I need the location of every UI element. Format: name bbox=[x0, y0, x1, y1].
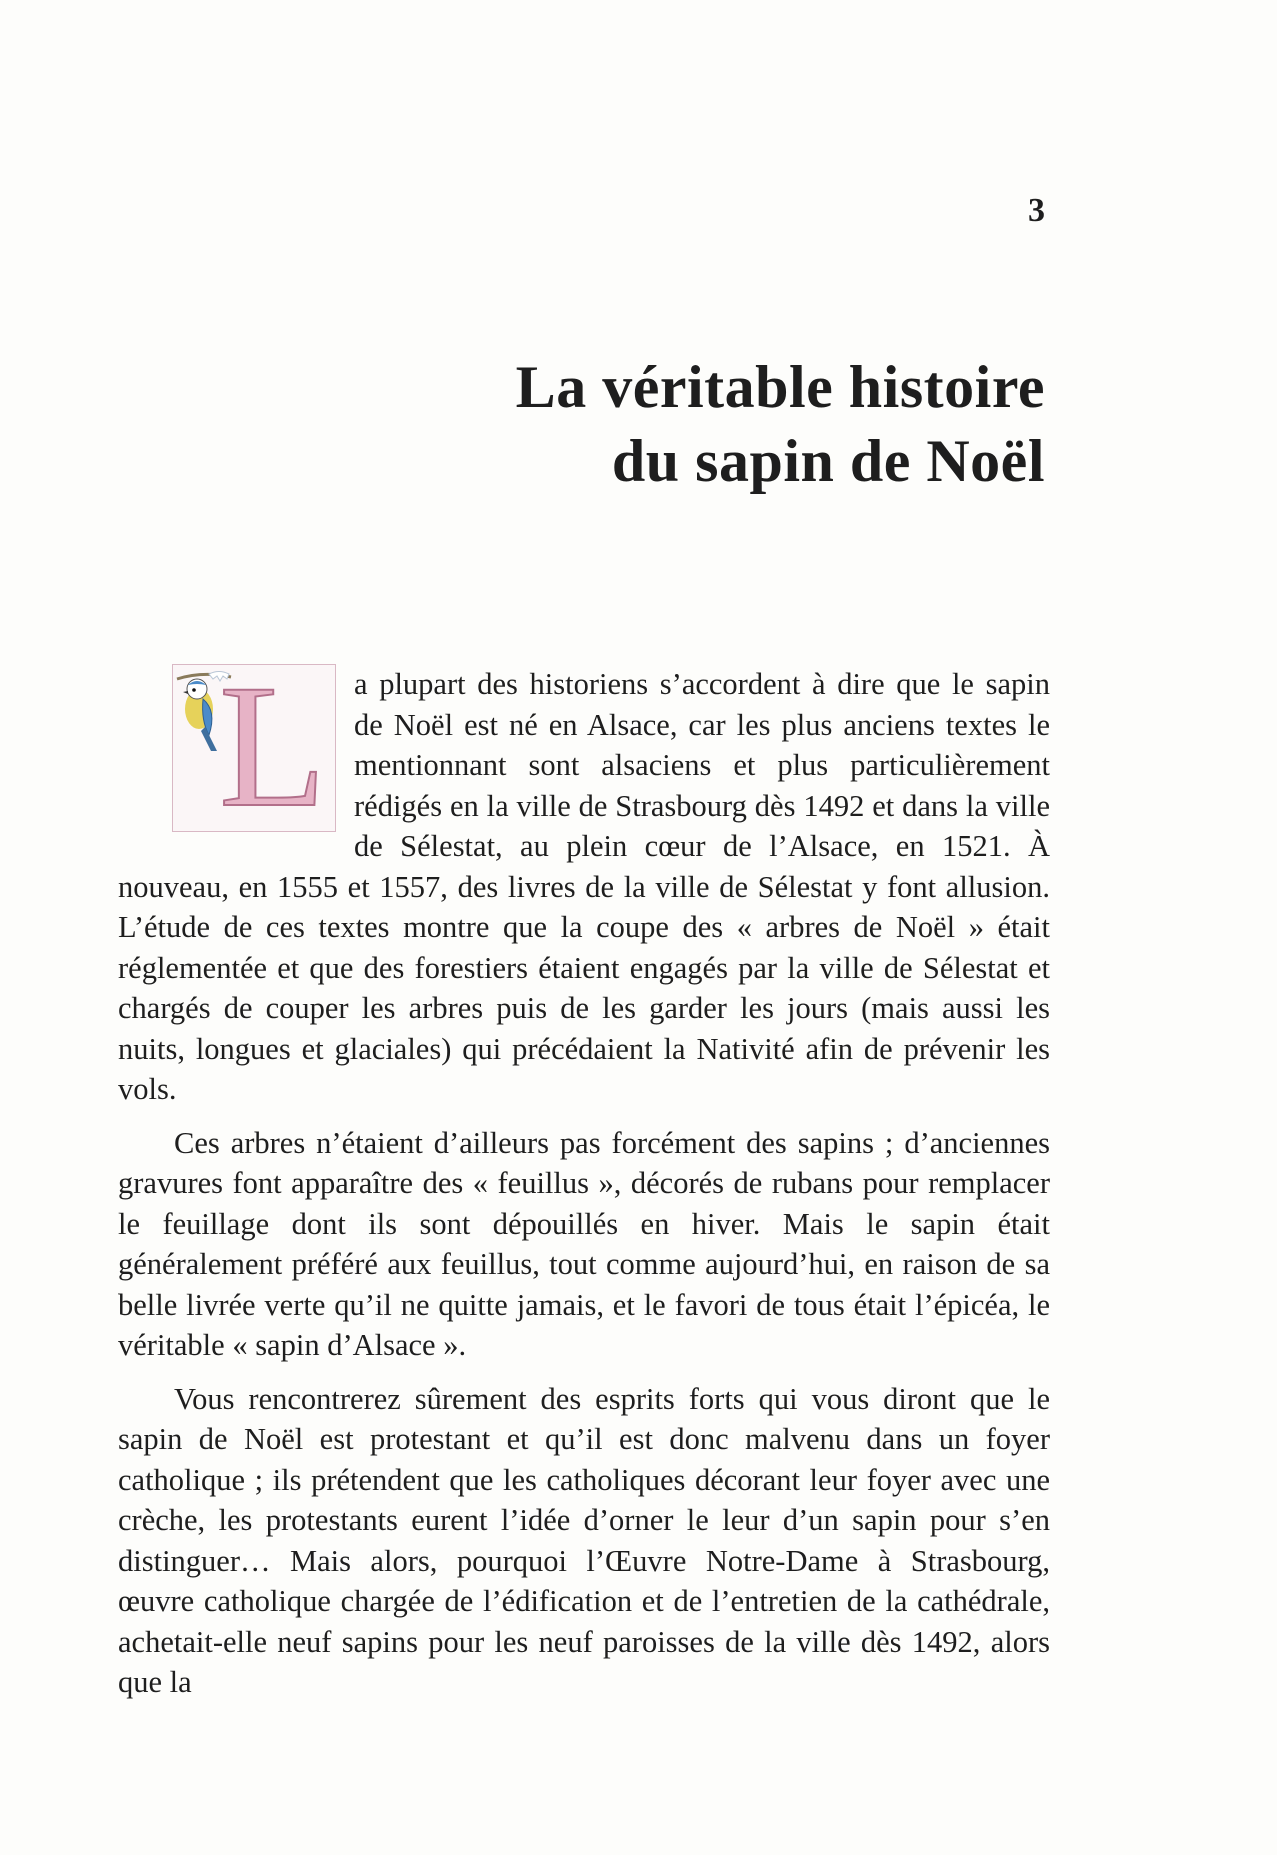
page-number: 3 bbox=[1028, 192, 1045, 229]
chapter-title-line-2: du sapin de Noël bbox=[611, 428, 1045, 494]
drop-cap bbox=[172, 649, 336, 844]
drop-cap-letter: L bbox=[219, 649, 327, 844]
paragraph-2: Ces arbres n’étaient d’ailleurs pas forcément des sapins ; d’anciennes gravures font apparaître des « feuillus », décorés de rubans pour remplacer le feuillage dont ils sont dépouillés en hiver. Mais le sapin était généralement préféré aux feuillus, tout comme aujourd’hui, en raison de sa belle livrée verte qu’il ne quitte jamais, et le favori de tous était l’épicéa, le véritable « sapin d’Alsace ». bbox=[118, 1125, 1050, 1362]
paragraph-1 bbox=[118, 649, 1050, 1110]
chapter-title bbox=[516, 350, 1045, 498]
paragraph-3: Vous rencontrerez sûrement des esprits forts qui vous diront que le sapin de Noël est protestant et qu’il est donc malvenu dans un foyer catholique ; ils prétendent que les catholiques décorant leur foyer avec une crèche, les protestants eurent l’idée d’orner le leur d’un sapin pour s’en distinguer… Mais alors, pourquoi l’Œuvre Notre-Dame à Strasbourg, œuvre catholique chargée de l’édification et de l’entretien de la cathédrale, achetait-elle neuf sapins pour les neuf paroisses de la ville dès 1492, alors que la bbox=[118, 1381, 1050, 1699]
chapter-title-line-1: La véritable histoire bbox=[515, 354, 1045, 420]
paragraph-1-text: a plupart des historiens s’accordent à dire que le sapin de Noël est né en Alsace, car les plus anciens textes le mentionnant sont alsaciens et plus particulièrement rédigés en la ville de Strasbourg dès 1492 et dans la ville de Sélestat, au plein cœur de l’Alsace, en 1521. À nouveau, en 1555 et 1557, des livres de la ville de Sélestat y font allusion. L’étude de ces textes montre que la coupe des « arbres de Noël » était réglementée et que des forestiers étaient engagés par la ville de Sélestat et chargés de couper les arbres puis de les garder les jours (mais aussi les nuits, longues et glaciales) qui précédaient la Nativité afin de prévenir les vols. bbox=[118, 667, 1050, 1106]
body-text bbox=[118, 649, 1050, 1703]
